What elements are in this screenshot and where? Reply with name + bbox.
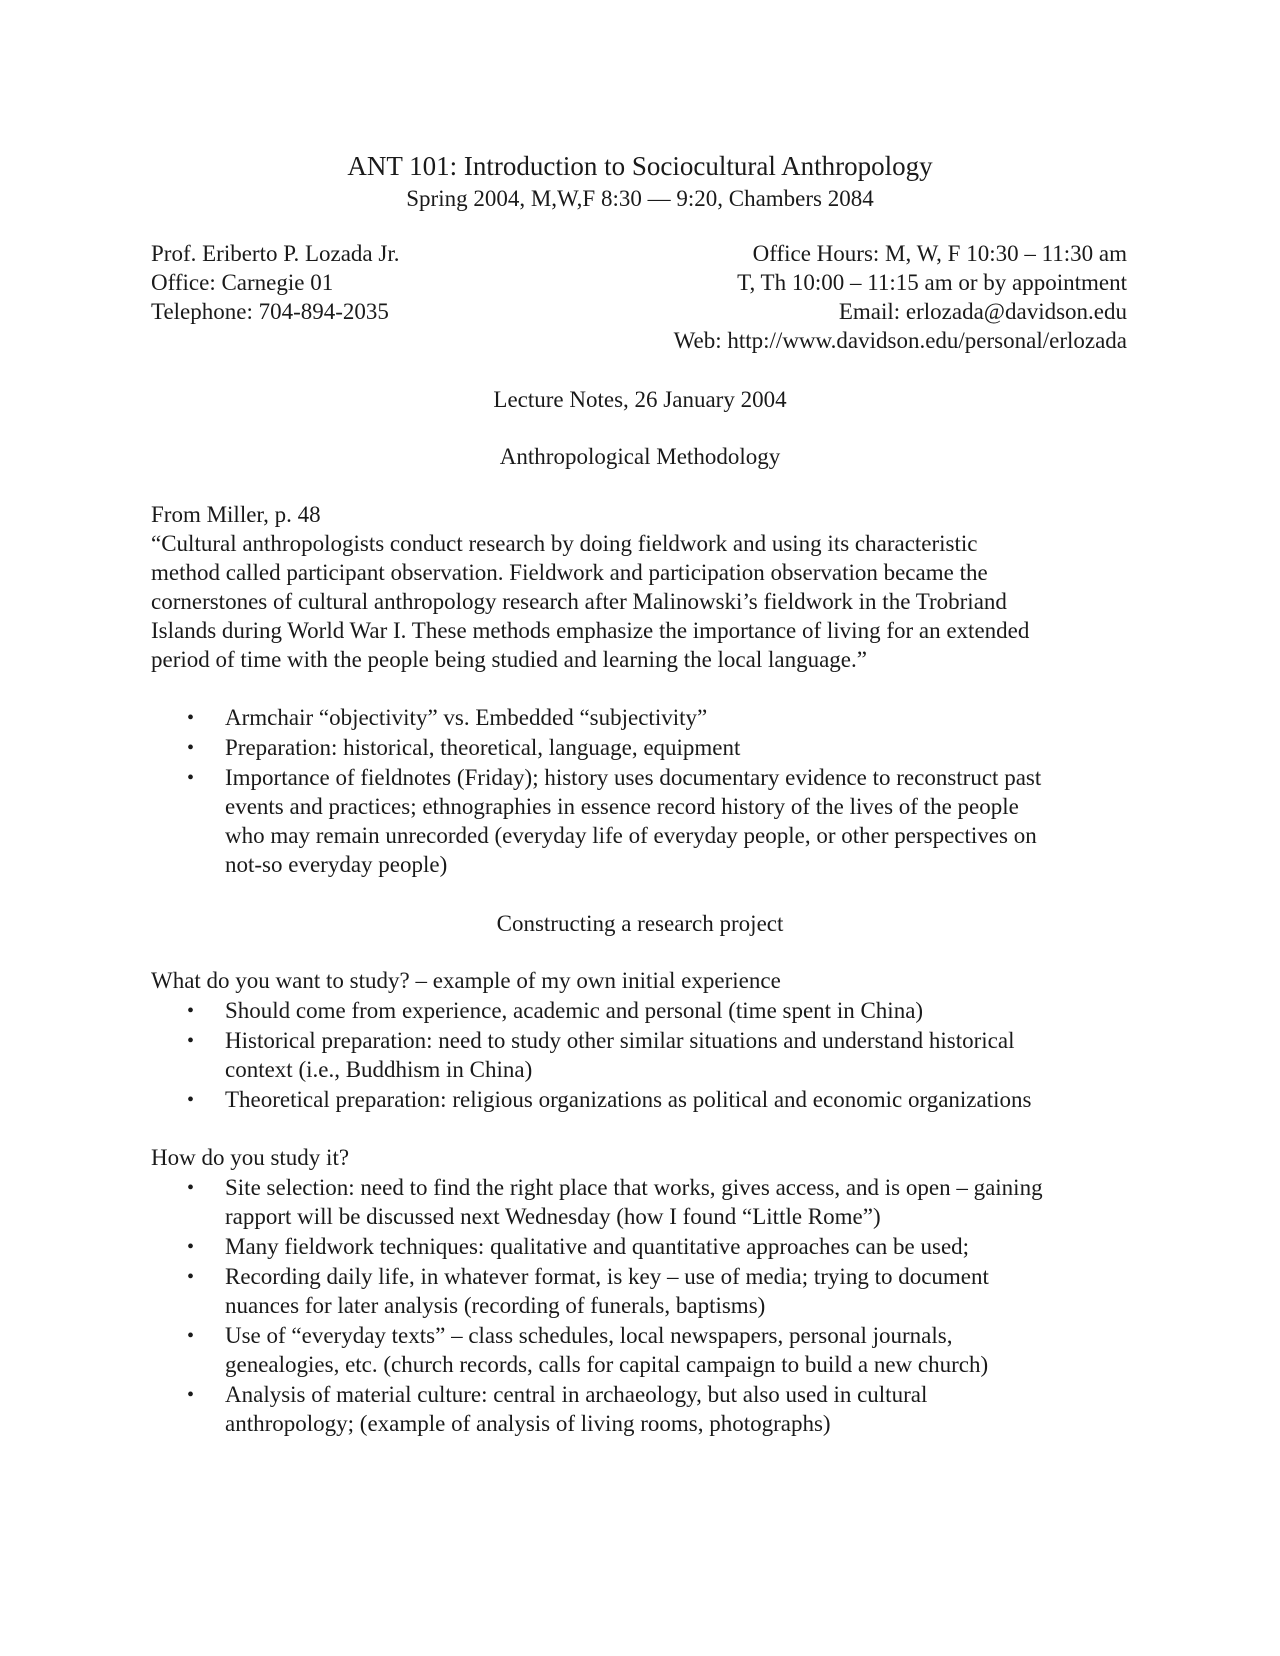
list-item: Theoretical preparation: religious organizations as political and economic organizations [225, 1087, 1032, 1112]
bullet-icon: • [187, 1089, 195, 1111]
quote-line: Islands during World War I. These methods emphasize the importance of living for an extended [151, 618, 1030, 643]
list-item: Use of “everyday texts” – class schedules, local newspapers, personal journals, [225, 1323, 953, 1348]
question-heading: How do you study it? [151, 1145, 350, 1170]
office-hours-2: T, Th 10:00 – 11:15 am or by appointment [737, 270, 1127, 295]
question-heading: What do you want to study? – example of my own initial experience [151, 968, 781, 993]
web-url: Web: http://www.davidson.edu/personal/erlozada [673, 328, 1127, 353]
section-heading: Constructing a research project [496, 911, 784, 936]
instructor-name: Prof. Eriberto P. Lozada Jr. [151, 241, 400, 266]
course-meta: Spring 2004, M,W,F 8:30 — 9:20, Chambers 2084 [406, 186, 874, 211]
email: Email: erlozada@davidson.edu [838, 299, 1127, 324]
bullet-icon: • [187, 1236, 195, 1258]
course-title: ANT 101: Introduction to Sociocultural Anthropology [347, 151, 933, 181]
quote-line: cornerstones of cultural anthropology research after Malinowski’s fieldwork in the Trobriand [151, 589, 1007, 614]
quote-line: period of time with the people being studied and learning the local language.” [151, 647, 867, 672]
quote-line: method called participant observation. Fieldwork and participation observation became the [151, 560, 988, 585]
list-item: Recording daily life, in whatever format, is key – use of media; trying to document [225, 1264, 989, 1289]
bullet-icon: • [187, 1030, 195, 1052]
bullet-icon: • [187, 1384, 195, 1406]
bullet-icon: • [187, 1000, 195, 1022]
office-location: Office: Carnegie 01 [151, 270, 334, 295]
telephone: Telephone: 704-894-2035 [151, 299, 389, 324]
list-item-continued: who may remain unrecorded (everyday life of everyday people, or other perspectives on [225, 823, 1037, 848]
bullet-icon: • [187, 737, 195, 759]
bullet-icon: • [187, 767, 195, 789]
list-item-continued: events and practices; ethnographies in essence record history of the lives of the people [225, 794, 1019, 819]
office-hours: Office Hours: M, W, F 10:30 – 11:30 am [752, 241, 1127, 266]
list-item-continued: rapport will be discussed next Wednesday (how I found “Little Rome”) [225, 1204, 881, 1229]
list-item: Armchair “objectivity” vs. Embedded “subjectivity” [225, 705, 708, 730]
list-item-continued: context (i.e., Buddhism in China) [225, 1057, 533, 1082]
topic-heading: Anthropological Methodology [499, 444, 781, 469]
list-item: Should come from experience, academic and personal (time spent in China) [225, 998, 924, 1023]
list-item-continued: not-so everyday people) [225, 852, 448, 877]
bullet-icon: • [187, 1266, 195, 1288]
list-item: Many fieldwork techniques: qualitative and quantitative approaches can be used; [225, 1234, 970, 1259]
bullet-icon: • [187, 707, 195, 729]
list-item-continued: anthropology; (example of analysis of living rooms, photographs) [225, 1411, 831, 1436]
quote-source: From Miller, p. 48 [151, 502, 321, 527]
quote-line: “Cultural anthropologists conduct research by doing fieldwork and using its characteristic [151, 531, 978, 556]
list-item-continued: nuances for later analysis (recording of funerals, baptisms) [225, 1293, 766, 1318]
list-item-continued: genealogies, etc. (church records, calls for capital campaign to build a new church) [225, 1352, 989, 1377]
list-item: Analysis of material culture: central in archaeology, but also used in cultural [225, 1382, 928, 1407]
bullet-icon: • [187, 1325, 195, 1347]
list-item: Preparation: historical, theoretical, language, equipment [225, 735, 741, 760]
list-item: Site selection: need to find the right place that works, gives access, and is open – gaining [225, 1175, 1043, 1200]
list-item: Historical preparation: need to study other similar situations and understand historical [225, 1028, 1015, 1053]
notes-heading: Lecture Notes, 26 January 2004 [493, 387, 787, 412]
bullet-icon: • [187, 1177, 195, 1199]
list-item: Importance of fieldnotes (Friday); history uses documentary evidence to reconstruct past [225, 765, 1042, 790]
